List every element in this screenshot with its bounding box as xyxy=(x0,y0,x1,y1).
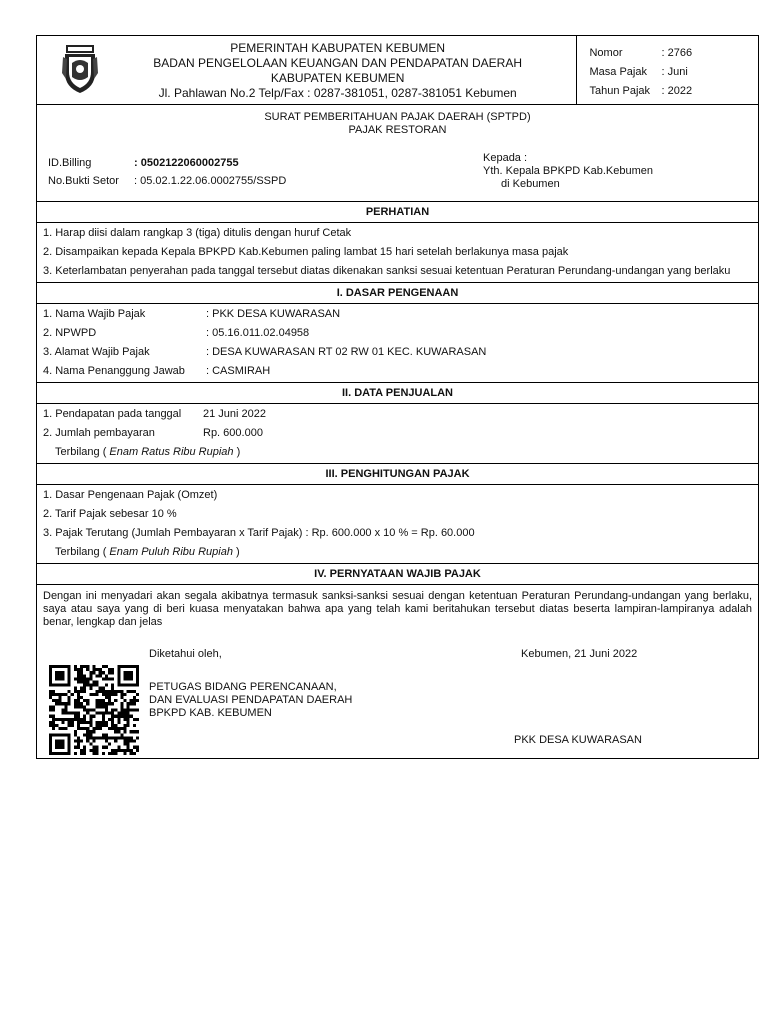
dasar-pengenaan-list xyxy=(37,304,758,383)
bukti-setor-label: No.Bukti Setor xyxy=(48,175,119,187)
sptpd-document xyxy=(36,35,759,759)
list-item xyxy=(43,408,752,421)
recipient-block xyxy=(483,152,653,191)
data-penjualan-list xyxy=(37,404,758,464)
regency-name: KABUPATEN KEBUMEN xyxy=(270,71,405,85)
field-value: Rp. 600.000 xyxy=(203,427,263,439)
list-item: 2. Disampaikan kepada Kepala BPKPD Kab.Kebumen paling lambat 15 hari setelah berlakunya masa pajak xyxy=(43,246,569,258)
officer-line2: DAN EVALUASI PENDAPATAN DAERAH xyxy=(149,694,353,706)
tahun-pajak-label: Tahun Pajak xyxy=(589,84,651,97)
logo-cell xyxy=(37,36,99,104)
officer-line3: BPKPD KAB. KEBUMEN xyxy=(149,707,272,719)
tahun-pajak-value: : 2022 xyxy=(661,84,693,97)
section-heading-dasar-pengenaan: I. DASAR PENGENAAN xyxy=(37,283,758,304)
perhatian-list xyxy=(37,223,758,283)
kepada-line1: Yth. Kepala BPKPD Kab.Kebumen xyxy=(483,165,653,177)
field-value: : 05.16.011.02.04958 xyxy=(206,327,310,339)
qr-code-icon xyxy=(49,665,139,755)
field-value: : PKK DESA KUWARASAN xyxy=(206,308,341,320)
billing-info xyxy=(48,154,286,190)
section-heading-perhatian: PERHATIAN xyxy=(37,202,758,223)
field-label: 3. Alamat Wajib Pajak xyxy=(43,346,150,358)
list-item: 1. Dasar Pengenaan Pajak (Omzet) xyxy=(43,489,218,501)
kepada-line2: di Kebumen xyxy=(501,178,560,190)
sptpd-title: SURAT PEMBERITAHUAN PAJAK DAERAH (SPTPD) xyxy=(264,111,531,123)
field-value: : DESA KUWARASAN RT 02 RW 01 KEC. KUWARASAN xyxy=(206,346,487,358)
penghitungan-pajak-list xyxy=(37,485,758,564)
nomor-label: Nomor xyxy=(589,46,623,59)
billing-label: ID.Billing xyxy=(48,157,92,169)
terbilang-suffix: ) xyxy=(236,446,241,458)
terbilang-suffix: ) xyxy=(236,546,240,558)
field-label: 4. Nama Penanggung Jawab xyxy=(43,365,185,377)
statement-text: Dengan ini menyadari akan segala akibatnya termasuk sanksi-sanksi sesuai dengan ketentuan Peraturan Perundang-undangan yang berlaku, saya atau saya yang di beri kuasa menyatakan bahwa apa yang telah kami beritahukan tersebut diatas beserta lampiran-lampiranya adalah benar, lengkap dan jelas xyxy=(43,590,752,628)
kepada-label: Kepada : xyxy=(483,152,528,164)
gov-name: PEMERINTAH KABUPATEN KEBUMEN xyxy=(230,41,445,55)
list-item xyxy=(43,308,752,321)
letterhead-title xyxy=(99,36,577,104)
masa-pajak-value: : Juni xyxy=(661,65,688,78)
list-item xyxy=(43,346,752,359)
field-label: 2. NPWPD xyxy=(43,327,97,339)
section-heading-pernyataan: IV. PERNYATAAN WAJIB PAJAK xyxy=(37,564,758,585)
terbilang-text: Enam Ratus Ribu Rupiah xyxy=(109,446,234,458)
terbilang-line xyxy=(43,546,752,559)
terbilang-prefix: Terbilang ( xyxy=(55,446,107,458)
list-item xyxy=(43,427,752,440)
list-item: 3. Pajak Terutang (Jumlah Pembayaran x Tarif Pajak) : Rp. 600.000 x 10 % = Rp. 60.000 xyxy=(43,527,475,539)
list-item: 2. Tarif Pajak sebesar 10 % xyxy=(43,508,177,520)
section-heading-penghitungan-pajak: III. PENGHITUNGAN PAJAK xyxy=(37,464,758,485)
agency-address: Jl. Pahlawan No.2 Telp/Fax : 0287-381051, 0287-381051 Kebumen xyxy=(158,86,517,100)
masa-pajak-label: Masa Pajak xyxy=(589,65,647,78)
terbilang-line xyxy=(43,446,752,459)
terbilang-text: Enam Puluh Ribu Rupiah xyxy=(109,546,233,558)
pernyataan-section xyxy=(37,585,758,758)
nomor-value: : 2766 xyxy=(661,46,693,59)
officer-line1: PETUGAS BIDANG PERENCANAAN, xyxy=(149,681,337,693)
field-value: : CASMIRAH xyxy=(206,365,271,377)
agency-name: BADAN PENGELOLAAN KEUANGAN DAN PENDAPATAN DAERAH xyxy=(153,56,523,70)
field-label: 1. Nama Wajib Pajak xyxy=(43,308,146,320)
bukti-setor-value: : 05.02.1.22.06.0002755/SSPD xyxy=(134,175,287,187)
field-label: 2. Jumlah pembayaran xyxy=(43,427,155,439)
officer-block xyxy=(149,681,352,720)
billing-value: : 0502122060002755 xyxy=(134,157,239,169)
list-item xyxy=(43,327,752,340)
list-item: 1. Harap diisi dalam rangkap 3 (tiga) ditulis dengan huruf Cetak xyxy=(43,227,352,239)
document-meta xyxy=(576,36,758,104)
sptpd-section xyxy=(37,105,758,202)
place-date: Kebumen, 21 Juni 2022 xyxy=(521,648,638,660)
kebumen-emblem-icon xyxy=(61,43,99,95)
terbilang-prefix: Terbilang ( xyxy=(55,546,107,558)
taxpayer-signature-name: PKK DESA KUWARASAN xyxy=(514,734,642,746)
section-heading-data-penjualan: II. DATA PENJUALAN xyxy=(37,383,758,404)
letterhead xyxy=(37,36,758,105)
list-item xyxy=(43,365,752,378)
diketahui-label: Diketahui oleh, xyxy=(149,648,222,660)
sptpd-subtitle: PAJAK RESTORAN xyxy=(348,124,447,136)
field-label: 1. Pendapatan pada tanggal xyxy=(43,408,182,420)
field-value: 21 Juni 2022 xyxy=(203,408,266,420)
list-item: 3. Keterlambatan penyerahan pada tanggal tersebut diatas dikenakan sanksi sesuai ketentuan Peraturan Perundang-undangan yang berlaku xyxy=(43,265,731,277)
